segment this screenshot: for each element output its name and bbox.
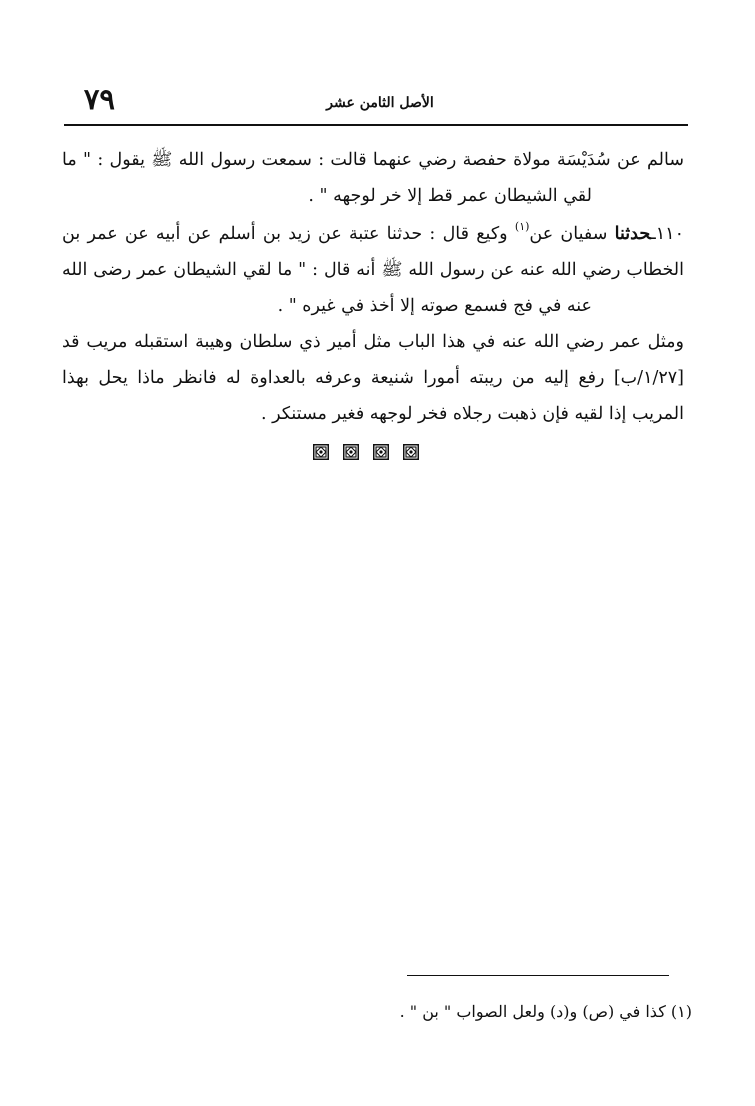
section-end-ornaments [313, 441, 419, 463]
ornament-knot-icon [313, 444, 329, 460]
ornament-knot-icon [343, 444, 359, 460]
page-number: ٧٩ [83, 82, 115, 116]
hadith-110-line-2: الخطاب رضي الله عنه عن رسول الله ﷺ أنه قال : " ما لقي الشيطان عمر رضى الله [62, 260, 684, 280]
running-title: الأصل الثامن عشر [326, 95, 434, 111]
text-line-2: لقي الشيطان عمر قط إلا خر لوجهه " . [308, 186, 592, 206]
hadith-110-line-3: عنه في فج فسمع صوته إلا أخذ في غيره " . [277, 296, 592, 316]
footnote-1 [200, 998, 692, 1026]
footnote-text: كذا في (ص) و(د) ولعل الصواب " بن " . [399, 1002, 666, 1021]
footnote-reference-1[interactable]: (١) [514, 220, 530, 234]
hadith-opening-word: حدثنا [614, 224, 651, 244]
footnote-divider [407, 975, 669, 976]
hadith-chain-rest: وكيع قال : حدثنا عتبة عن زيد بن أسلم عن أبيه عن عمر بن [62, 224, 508, 244]
commentary-line-3: المريب إذا لقيه فإن ذهبت رجلاه فخر لوجهه فغير مستنكر . [260, 404, 684, 424]
footnote-number: (١) [670, 1002, 692, 1021]
ornament-knot-icon [403, 444, 419, 460]
commentary-line-1: ومثل عمر رضي الله عنه في هذا الباب مثل أمير ذي سلطان وهيبة استقبله مريب قد [62, 332, 684, 352]
main-text [62, 142, 684, 432]
ornament-knot-icon [373, 444, 389, 460]
hadith-number: ١١٠ـ [650, 224, 684, 244]
commentary-line-2: [١/٢٧/ب] رفع إليه من ريبته أمورا شنيعة وعرفه بالعداوة له فانظر ماذا يحل بهذا [62, 368, 684, 388]
header-divider [64, 124, 688, 126]
hadith-110-line-1 [62, 216, 684, 252]
hadith-narrator-segment: سفيان عن [529, 224, 608, 244]
text-line-1: سالم عن سُدَيْسَة مولاة حفصة رضي عنهما قالت : سمعت رسول الله ﷺ يقول : " ما [62, 150, 684, 170]
